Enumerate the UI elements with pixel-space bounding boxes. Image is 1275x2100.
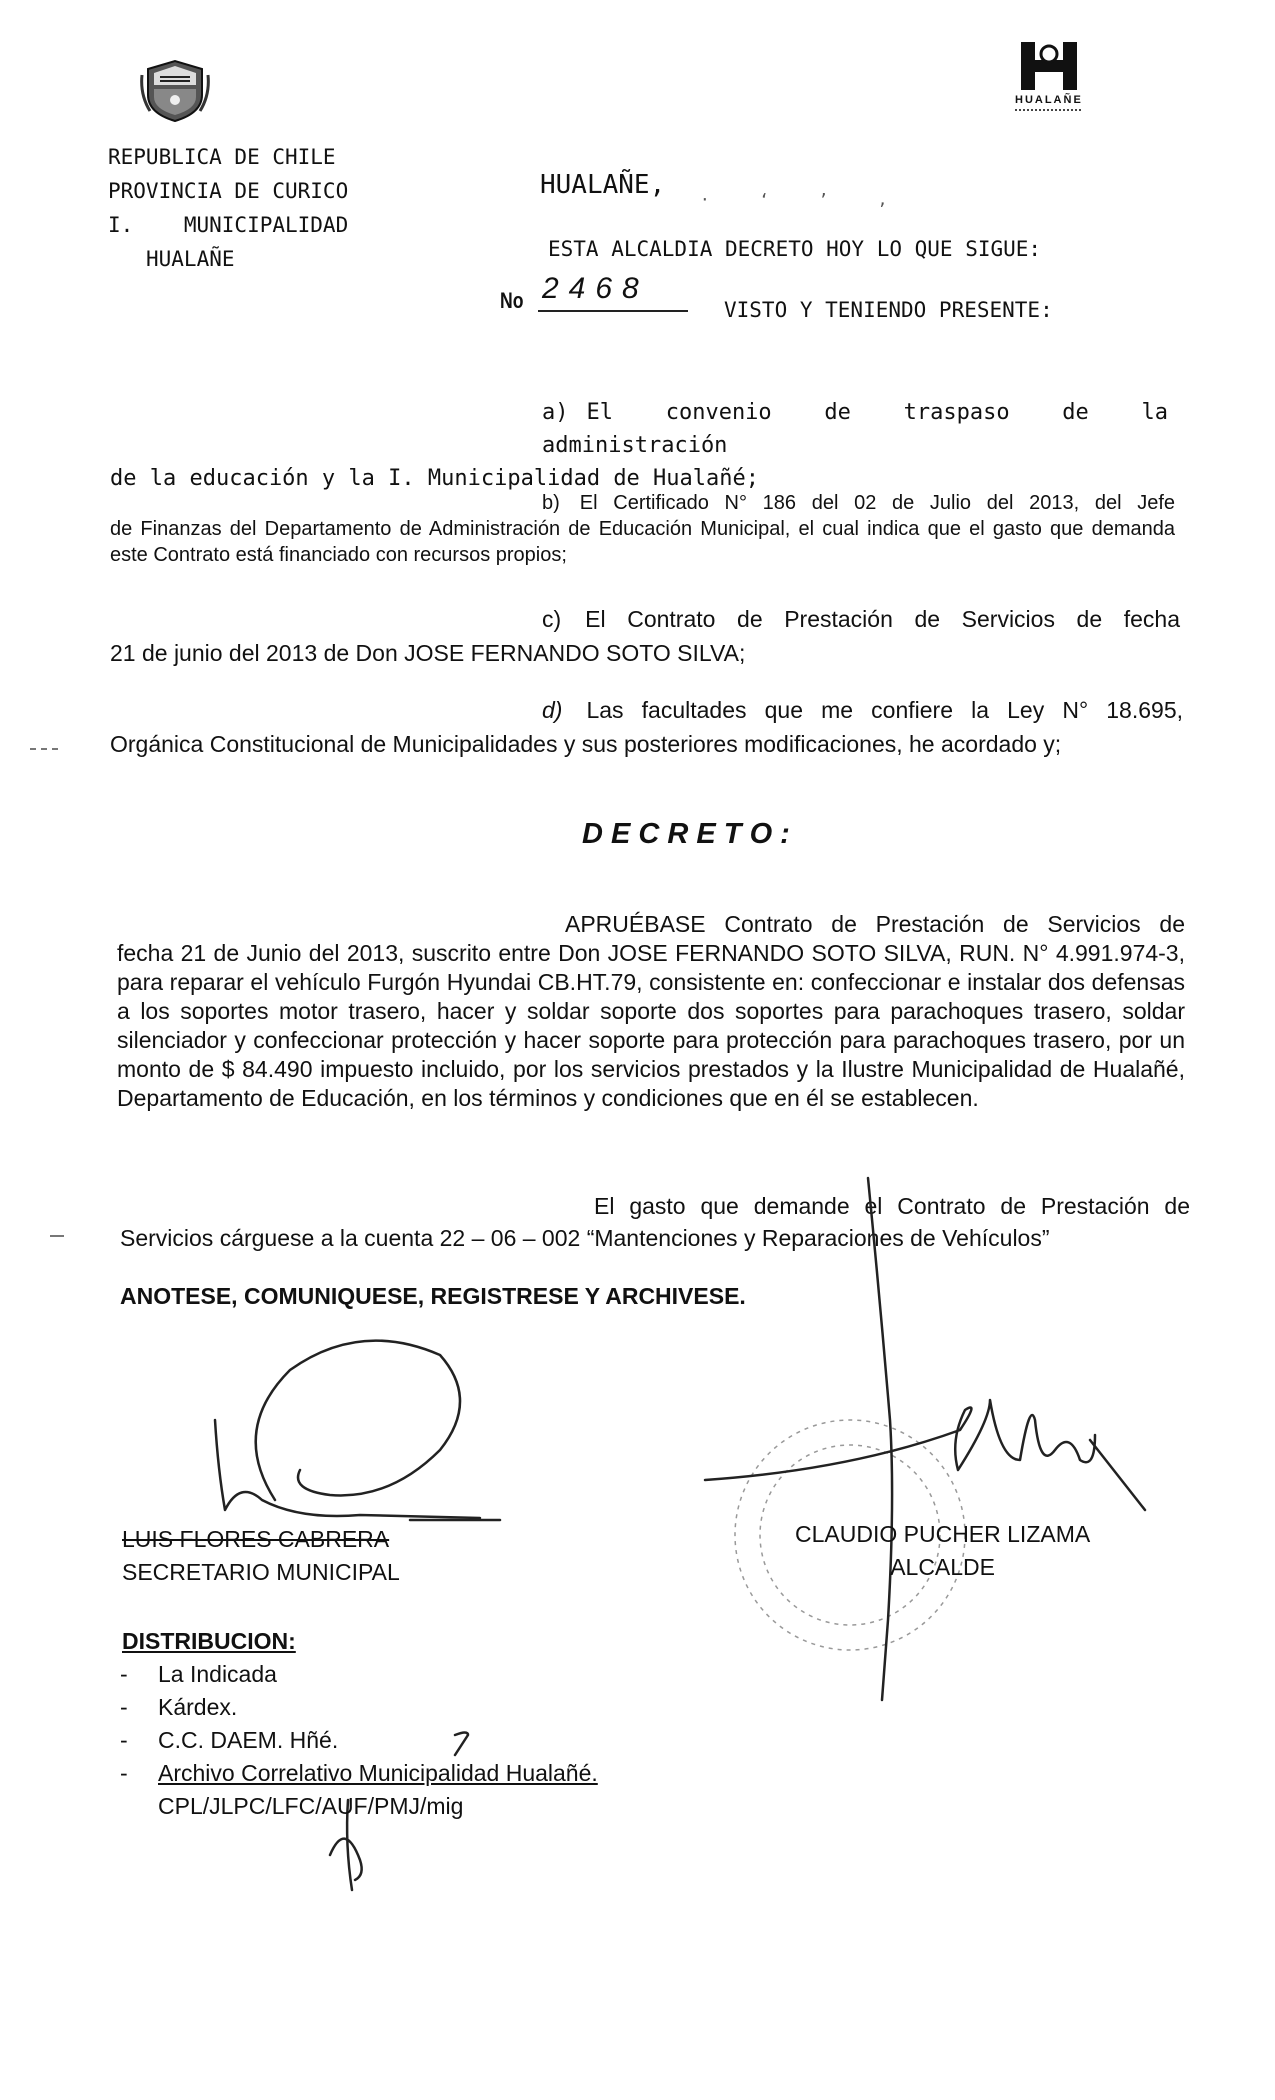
mayor-block bbox=[795, 1518, 1090, 1584]
consideration-d-text-first: Las facultades que me confiere la Ley N° 18.695, bbox=[586, 697, 1183, 723]
consideration-c-text-first: El Contrato de Prestación de Servicios de fecha bbox=[585, 606, 1180, 632]
approval-text-first: APRUÉBASE Contrato de Prestación de Servicios de bbox=[565, 911, 1185, 937]
issuer-line-republic: REPUBLICA DE CHILE bbox=[108, 145, 336, 169]
consideration-d-letter: d) bbox=[542, 697, 563, 723]
issuer-line-province: PROVINCIA DE CURICO bbox=[108, 179, 349, 203]
distribution-block bbox=[122, 1625, 600, 1823]
consideration-d-text-rest: Orgánica Constitucional de Municipalidades y sus posteriores modificaciones, he acordado y; bbox=[110, 731, 1062, 757]
typist-initials: CPL/JLPC/LFC/AUF/PMJ/mig bbox=[158, 1793, 464, 1819]
issuer-line-hualane: HUALAÑE bbox=[146, 247, 235, 271]
secretary-title: SECRETARIO MUNICIPAL bbox=[122, 1559, 400, 1585]
consideration-b-text-first: El Certificado N° 186 del 02 de Julio del 2013, del Jefe bbox=[579, 492, 1175, 514]
distribution-item: - Kárdex. bbox=[120, 1694, 238, 1720]
consideration-b-letter: b) bbox=[542, 492, 560, 514]
distribution-item: - La Indicada bbox=[120, 1661, 277, 1687]
distribution-list bbox=[120, 1658, 598, 1790]
approval-text-rest: fecha 21 de Junio del 2013, suscrito entre Don JOSE FERNANDO SOTO SILVA, RUN. N° 4.991.974-3, para reparar el vehículo Furgón Hyundai CB.HT.79, consistente en: confeccionar e instalar dos defensas a los soportes motor trasero, hacer y soldar soporte dos soportes para parachoques trasero, soldar silenciador y confeccionar protección y hacer soporte para protección para parachoques trasero, por un monto de $ 84.490 impuesto incluido, por los servicios prestados y la Ilustre Municipalidad de Hualañé, Departamento de Educación, en los términos y condiciones que en él se establecen. bbox=[117, 940, 1185, 1111]
decree-title: D E C R E T O : bbox=[582, 818, 790, 850]
consideration-b-text-rest: de Finanzas del Departamento de Administración de Educación Municipal, el cual indica que el gasto que demanda este Contrato está financiado con recursos propios; bbox=[110, 518, 1175, 566]
distribution-item: - C.C. DAEM. Hñé. bbox=[120, 1727, 339, 1753]
expense-text-rest: Servicios cárguese a la cuenta 22 – 06 – 002 “Mantenciones y Reparaciones de Vehículos” bbox=[120, 1225, 1050, 1251]
secretary-signature bbox=[215, 1341, 500, 1520]
mayor-signature bbox=[705, 1178, 1145, 1700]
date-handwritten-marks: · ‘ ’ ‚ bbox=[700, 190, 908, 209]
mayor-title: ALCALDE bbox=[890, 1554, 996, 1580]
consideration-a-letter: a) bbox=[542, 400, 569, 425]
consideration-c-letter: c) bbox=[542, 606, 562, 632]
consideration-a-text-first: El convenio de traspaso de la administración bbox=[542, 400, 1168, 458]
issuer-line-municipality: I. MUNICIPALIDAD bbox=[108, 213, 349, 237]
consideration-c-text-rest: 21 de junio del 2013 de Don JOSE FERNANDO SOTO SILVA; bbox=[110, 640, 746, 666]
secretary-name: LUIS FLORES CABRERA bbox=[122, 1526, 390, 1552]
number-prefix: No bbox=[500, 288, 524, 313]
expense-text-first: El gasto que demande el Contrato de Prestación de bbox=[594, 1193, 1190, 1219]
closing-formula: ANOTESE, COMUNIQUESE, REGISTRESE Y ARCHIVESE. bbox=[120, 1283, 746, 1309]
visto-line: VISTO Y TENIENDO PRESENTE: bbox=[724, 298, 1053, 322]
consideration-a-text-rest: de la educación y la I. Municipalidad de Hualañé; bbox=[110, 466, 760, 491]
secretary-block bbox=[122, 1523, 400, 1589]
distribution-heading: DISTRIBUCION: bbox=[122, 1628, 296, 1654]
city-date-line: HUALAÑE, bbox=[540, 170, 666, 200]
distribution-item: - Archivo Correlativo Municipalidad Hualañé. bbox=[120, 1760, 598, 1786]
mayor-name: CLAUDIO PUCHER LIZAMA bbox=[795, 1521, 1091, 1547]
logo-text: HUALAÑE bbox=[1015, 94, 1083, 106]
decree-number: 2468 bbox=[542, 272, 649, 305]
alcaldia-line: ESTA ALCALDIA DECRETO HOY LO QUE SIGUE: bbox=[548, 237, 1042, 261]
